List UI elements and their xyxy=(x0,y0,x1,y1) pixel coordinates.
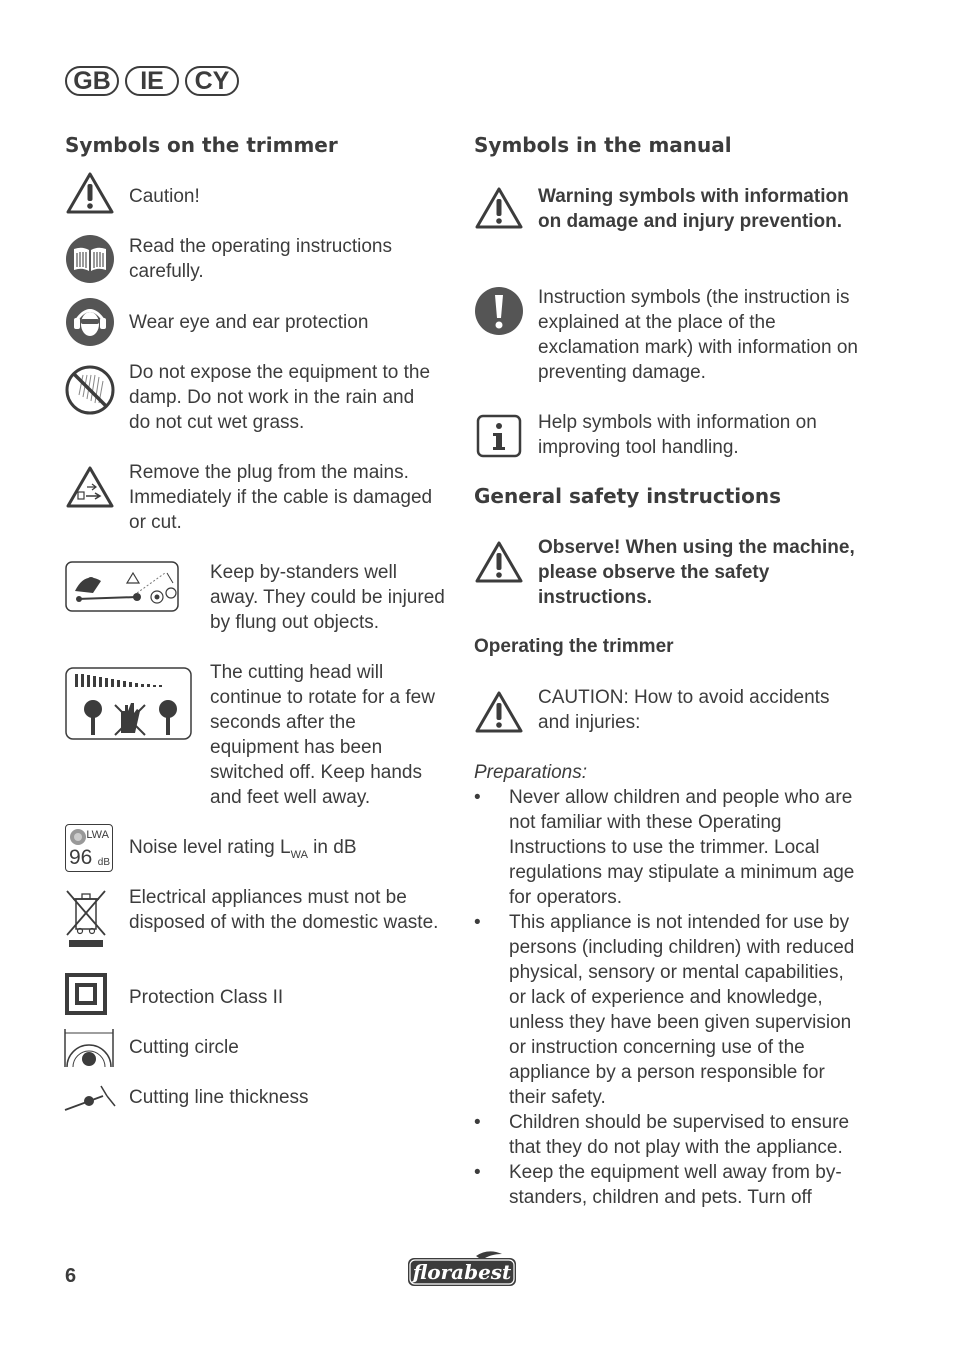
caution-accidents-text: CAUTION: How to avoid accidents and injuries: xyxy=(538,687,830,733)
bystanders-icon xyxy=(65,561,179,612)
read-manual-icon xyxy=(65,234,115,284)
instruction-symbols-text: Instruction symbols (the instruction is explained at the place of the exclamation mark) with information on preventing damage. xyxy=(538,287,858,383)
list-item: • Keep the equipment well away from by-standers, children and pets. Turn off xyxy=(474,1160,859,1210)
noise-label-top: LWA xyxy=(86,829,109,841)
right-section-title: Symbols in the manual xyxy=(474,133,732,157)
cutting-circle-text: Cutting circle xyxy=(129,1037,239,1058)
cutting-circle-icon xyxy=(63,1027,115,1069)
left-section-title: Symbols on the trimmer xyxy=(65,133,338,157)
weee-text: Electrical appliances must not be disposed of with the domestic waste. xyxy=(129,887,439,933)
unplug-warning-icon xyxy=(65,465,115,509)
speaker-icon xyxy=(69,828,87,846)
exclamation-icon xyxy=(474,286,524,336)
observe-text: Observe! When using the machine, please observe the safety instructions. xyxy=(538,537,855,608)
noise-text-sub: WA xyxy=(290,848,308,861)
observe-warning-icon xyxy=(474,540,524,584)
info-icon xyxy=(476,414,522,458)
caution-accidents-icon xyxy=(474,690,524,734)
language-badges xyxy=(65,66,239,96)
preparations-list xyxy=(474,785,859,1210)
weee-bin-icon xyxy=(65,889,107,949)
noise-text-before: Noise level rating L xyxy=(129,837,291,858)
no-rain-icon xyxy=(65,365,115,415)
preparations-label: Preparations: xyxy=(474,762,588,783)
no-rain-text: Do not expose the equipment to the damp. Do not work in the rain and do not cut wet grass. xyxy=(129,362,431,433)
caution-triangle-icon xyxy=(65,171,115,215)
safety-title: General safety instructions xyxy=(474,484,782,508)
list-item: • This appliance is not intended for use by persons (including children) with reduced physical, sensory or mental capabilities, or lack of experience and knowledge, unless they have been given supervision or instruction concerning use of the appliance by a person responsible for their safety. xyxy=(474,910,859,1110)
list-item: • Children should be supervised to ensure that they do not play with the appliance. xyxy=(474,1110,859,1160)
badge-cy: CY xyxy=(185,66,239,96)
noise-text-after: in dB xyxy=(307,837,357,858)
unplug-text: Remove the plug from the mains. Immediately if the cable is damaged or cut. xyxy=(129,462,433,533)
protection-text: Wear eye and ear protection xyxy=(129,312,369,333)
badge-ie: IE xyxy=(125,66,179,96)
read-manual-text: Read the operating instructions carefully. xyxy=(129,236,392,282)
help-symbols-text: Help symbols with information on improving tool handling. xyxy=(538,412,817,458)
noise-text xyxy=(129,835,439,868)
rotating-head-text: The cutting head will continue to rotate for a few seconds after the equipment has been switched off. Keep hands and feet well away. xyxy=(210,662,435,808)
noise-label-big: 96 xyxy=(69,846,93,869)
noise-level-icon xyxy=(65,824,113,872)
logo-text: florabest xyxy=(412,1260,512,1284)
badge-gb: GB xyxy=(65,66,119,96)
protection-class-text: Protection Class II xyxy=(129,987,284,1008)
line-thickness-icon xyxy=(63,1082,117,1114)
bystanders-text: Keep by-standers well away. They could be injured by flung out objects. xyxy=(210,562,445,633)
line-thickness-text: Cutting line thickness xyxy=(129,1087,309,1108)
warning-triangle-icon xyxy=(474,186,524,230)
eye-ear-protection-icon xyxy=(65,297,115,347)
page-number: 6 xyxy=(65,1265,77,1287)
warning-symbols-text: Warning symbols with information on damage and injury prevention. xyxy=(538,186,849,232)
protection-class-icon xyxy=(65,973,107,1015)
rotating-head-icon xyxy=(65,667,192,740)
noise-label-unit: dB xyxy=(97,857,110,868)
list-item: • Never allow children and people who are not familiar with these Operating Instructions to use the trimmer. Local regulations may stipulate a minimum age for operators. xyxy=(474,785,859,910)
caution-text: Caution! xyxy=(129,186,200,207)
operating-title: Operating the trimmer xyxy=(474,636,674,657)
florabest-logo xyxy=(406,1250,518,1288)
